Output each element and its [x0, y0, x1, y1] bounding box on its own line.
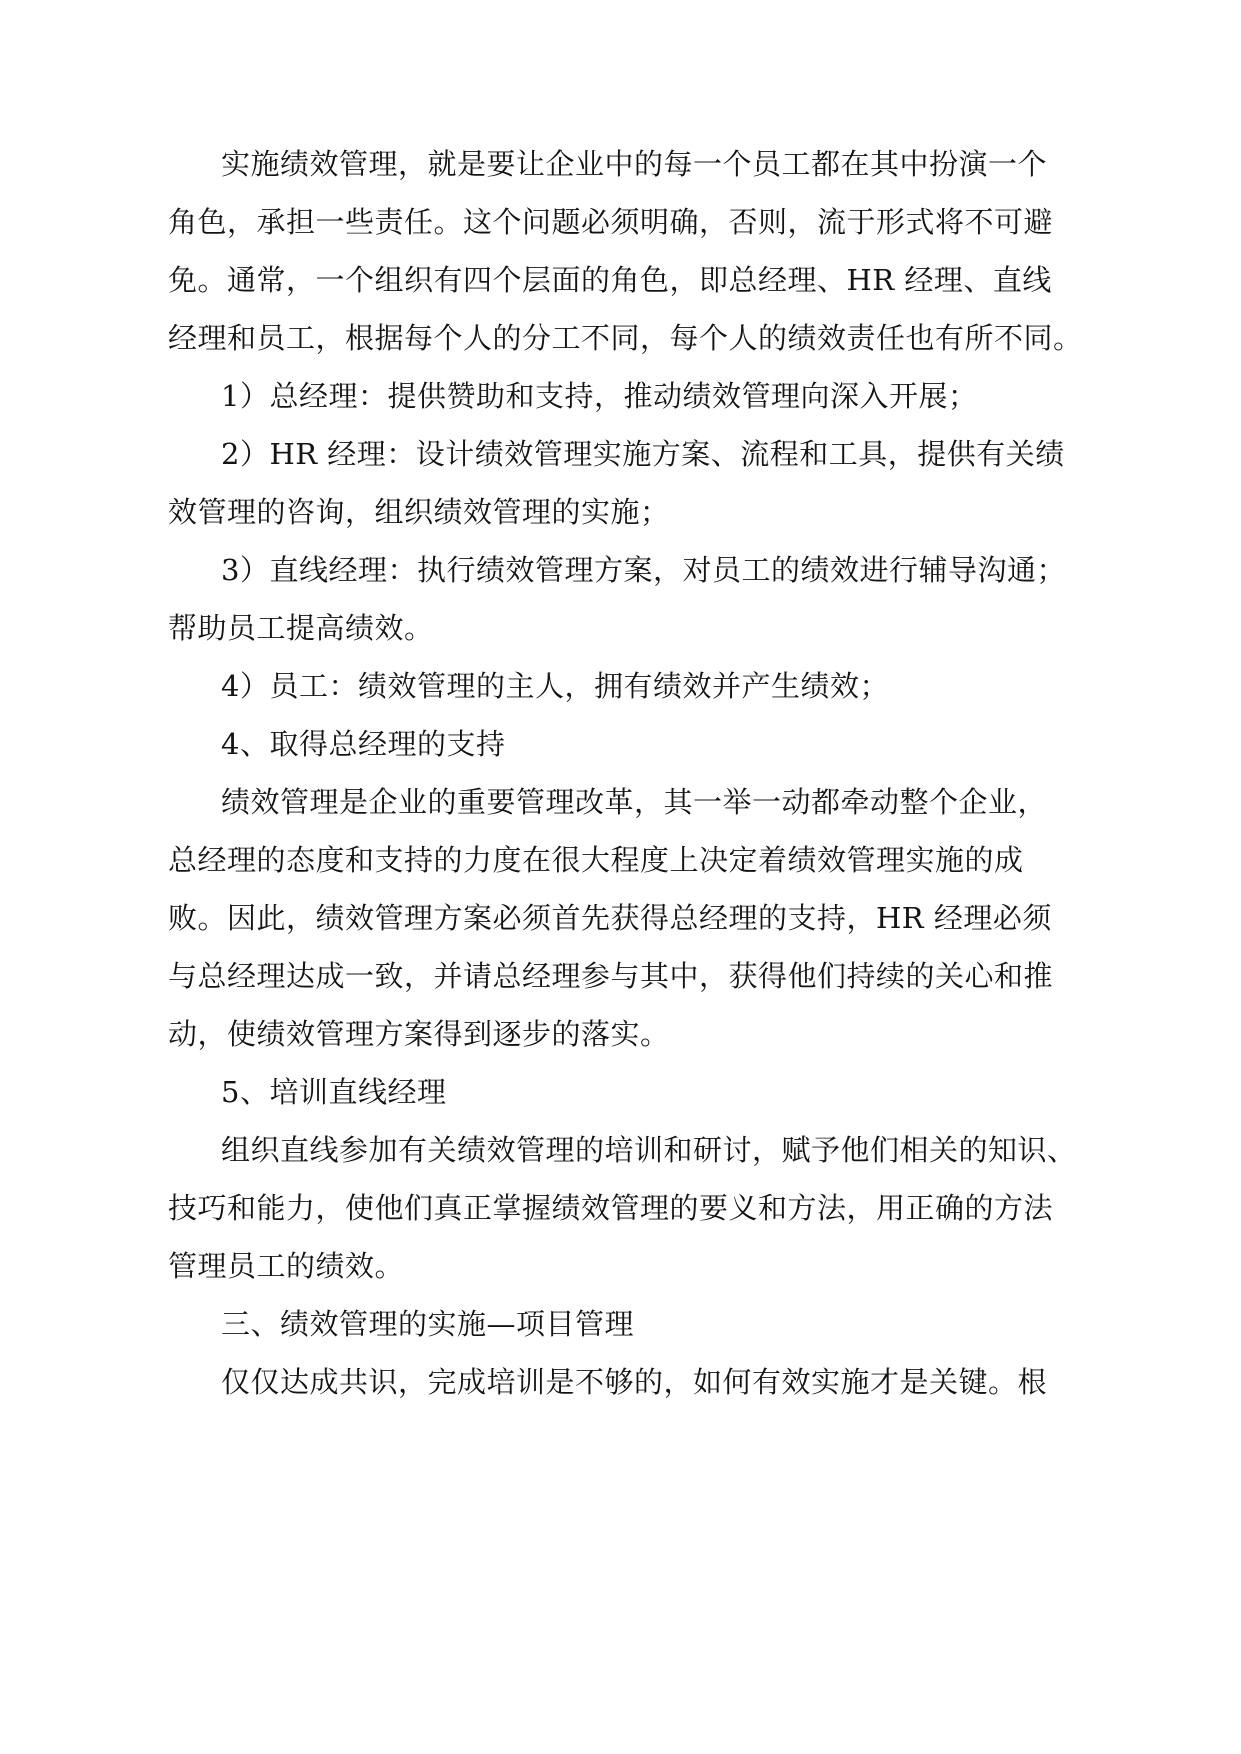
text-line: 角色，承担一些责任。这个问题必须明确，否则，流于形式将不可避	[168, 205, 1054, 239]
text-line: 帮助员工提高绩效。	[168, 611, 434, 645]
text-line: 仅仅达成共识，完成培训是不够的，如何有效实施才是关键。根	[221, 1365, 1048, 1399]
text-line: 免。通常，一个组织有四个层面的角色，即总经理、HR 经理、直线	[168, 263, 1052, 297]
text-line: 败。因此，绩效管理方案必须首先获得总经理的支持，HR 经理必须	[168, 901, 1052, 935]
section-heading: 三、绩效管理的实施—项目管理	[221, 1307, 635, 1341]
text-line: 4）员工：绩效管理的主人，拥有绩效并产生绩效；	[221, 669, 889, 703]
text-line: 3）直线经理：执行绩效管理方案，对员工的绩效进行辅导沟通；	[221, 553, 1066, 587]
text-line: 实施绩效管理，就是要让企业中的每一个员工都在其中扮演一个	[221, 147, 1048, 181]
text-line: 动，使绩效管理方案得到逐步的落实。	[168, 1017, 670, 1051]
text-line: 2）HR 经理：设计绩效管理实施方案、流程和工具，提供有关绩	[221, 437, 1065, 471]
text-line: 绩效管理是企业的重要管理改革，其一举一动都牵动整个企业，	[221, 785, 1048, 819]
section-heading: 5、培训直线经理	[221, 1075, 447, 1109]
section-heading: 4、取得总经理的支持	[221, 727, 506, 761]
text-line: 1）总经理：提供赞助和支持，推动绩效管理向深入开展；	[221, 379, 978, 413]
text-line: 与总经理达成一致，并请总经理参与其中，获得他们持续的关心和推	[168, 959, 1054, 993]
text-line: 技巧和能力，使他们真正掌握绩效管理的要义和方法，用正确的方法	[168, 1191, 1054, 1225]
text-line: 管理员工的绩效。	[168, 1249, 405, 1283]
text-line: 经理和员工，根据每个人的分工不同，每个人的绩效责任也有所不同。	[168, 321, 1083, 355]
text-line: 效管理的咨询，组织绩效管理的实施；	[168, 495, 670, 529]
text-line: 组织直线参加有关绩效管理的培训和研讨，赋予他们相关的知识、	[221, 1133, 1077, 1167]
text-line: 总经理的态度和支持的力度在很大程度上决定着绩效管理实施的成	[168, 843, 1024, 877]
